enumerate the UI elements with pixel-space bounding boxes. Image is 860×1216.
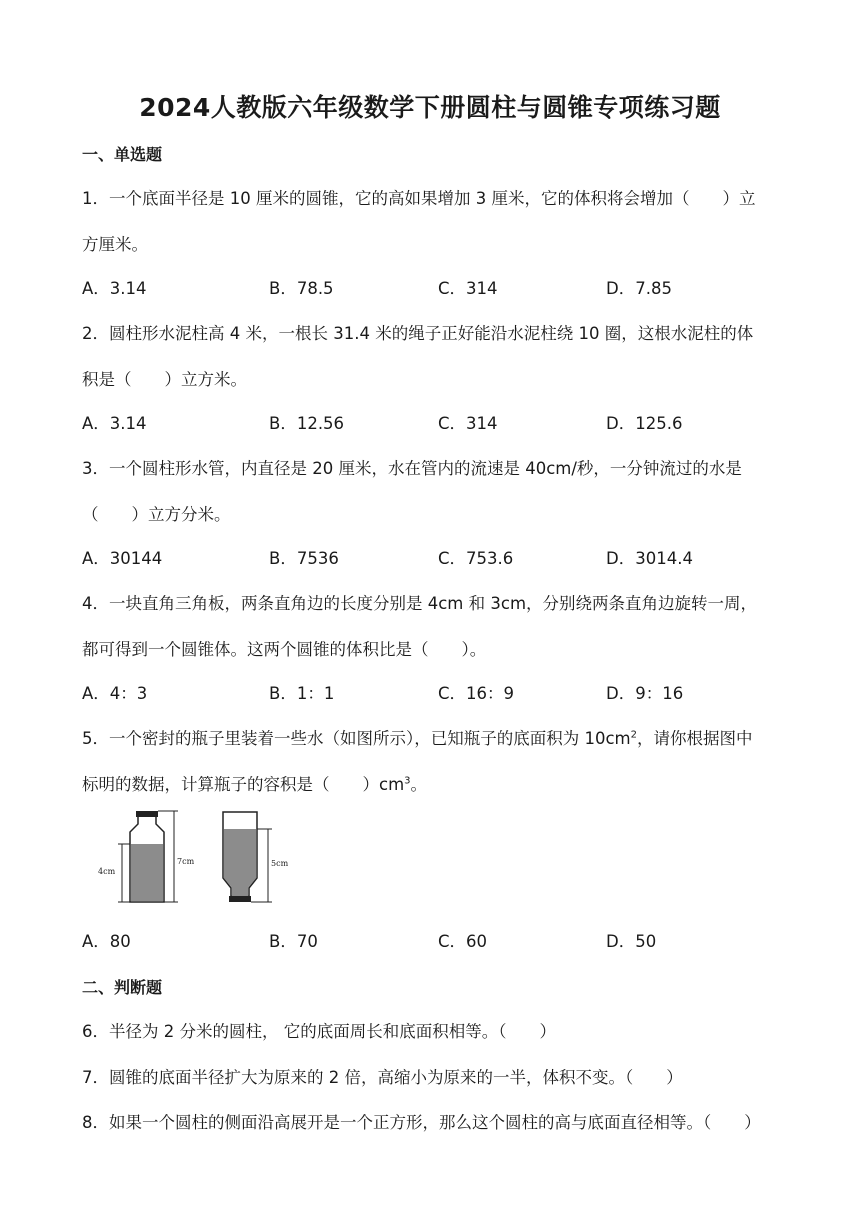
question-1-text: 1．一个底面半径是 10 厘米的圆锥，它的高如果增加 3 厘米，它的体积将会增加（ ）立	[82, 189, 756, 208]
question-4-text: 4．一块直角三角板，两条直角边的长度分别是 4cm 和 3cm，分别绕两条直角边旋转一周，	[82, 594, 758, 613]
q5-option-a: A．80	[82, 932, 131, 951]
bottle-inverted	[223, 812, 289, 902]
q5-option-c: C．60	[438, 932, 488, 951]
q3-option-d: D．3014.4	[606, 549, 693, 568]
label-4cm: 4cm	[98, 867, 116, 876]
q3-option-b: B．7536	[269, 549, 339, 568]
q1-option-a: A．3.14	[82, 279, 147, 298]
q4-option-a: A．4：3	[82, 684, 148, 703]
q5-line2-part: 标明的数据，计算瓶子的容积是（ ）cm	[82, 775, 405, 794]
q5-option-d: D．50	[606, 932, 657, 951]
q5-line1-sup: 2	[630, 729, 638, 741]
label-7cm: 7cm	[177, 857, 195, 866]
bottle-water	[131, 844, 163, 901]
q4-option-b: B．1：1	[269, 684, 335, 703]
q2-option-b: B．12.56	[269, 414, 345, 433]
question-2-text-cont: 积是（ ）立方米。	[82, 370, 247, 389]
question-4-text-cont: 都可得到一个圆锥体。这两个圆锥的体积比是（ ）。	[82, 640, 487, 659]
inverted-bottle-cap	[229, 896, 251, 902]
q1-option-d: D．7.85	[606, 279, 672, 298]
q3-option-a: A．30144	[82, 549, 163, 568]
q2-option-c: C．314	[438, 414, 498, 433]
question-2-text: 2．圆柱形水泥柱高 4 米，一根长 31.4 米的绳子正好能沿水泥柱绕 10 圈，这根水泥柱的体	[82, 324, 754, 343]
section-heading-true-false: 二、判断题	[82, 978, 163, 997]
q5-line2-end: 。	[410, 775, 428, 794]
section-heading-single-choice: 一、单选题	[82, 145, 163, 164]
q4-option-d: D．9：16	[606, 684, 684, 703]
bottle-cap	[136, 811, 158, 817]
q5-line1-part: 5．一个密封的瓶子里装着一些水（如图所示），已知瓶子的底面积为 10cm	[82, 729, 631, 748]
label-5cm: 5cm	[271, 859, 289, 868]
bottle-figure	[96, 808, 306, 910]
q3-option-c: C．753.6	[438, 549, 514, 568]
question-3-text-cont: （ ）立方分米。	[82, 505, 231, 524]
q2-option-a: A．3.14	[82, 414, 147, 433]
q5-line2-sup: 3	[404, 775, 411, 787]
q5-option-b: B．70	[269, 932, 318, 951]
question-6-text: 6．半径为 2 分米的圆柱， 它的底面周长和底面积相等。（ ）	[82, 1022, 556, 1041]
question-7-text: 7．圆锥的底面半径扩大为原来的 2 倍，高缩小为原来的一半，体积不变。（ ）	[82, 1068, 683, 1087]
page-title: 2024人教版六年级数学下册圆柱与圆锥专项练习题	[139, 93, 721, 122]
question-3-text: 3．一个圆柱形水管，内直径是 20 厘米，水在管内的流速是 40cm/秒，一分钟流过的水是	[82, 459, 742, 478]
q1-option-c: C．314	[438, 279, 498, 298]
question-5-text-cont	[82, 771, 427, 795]
question-8-text: 8．如果一个圆柱的侧面沿高展开是一个正方形，那么这个圆柱的高与底面直径相等。（ ）	[82, 1113, 761, 1132]
q1-option-b: B．78.5	[269, 279, 334, 298]
q2-option-d: D．125.6	[606, 414, 683, 433]
question-1-text-cont: 方厘米。	[82, 235, 148, 254]
bottle-upright	[98, 811, 195, 902]
q5-line1-end: ，请你根据图中	[637, 729, 753, 748]
q4-option-c: C．16：9	[438, 684, 515, 703]
question-5-text	[82, 725, 753, 749]
